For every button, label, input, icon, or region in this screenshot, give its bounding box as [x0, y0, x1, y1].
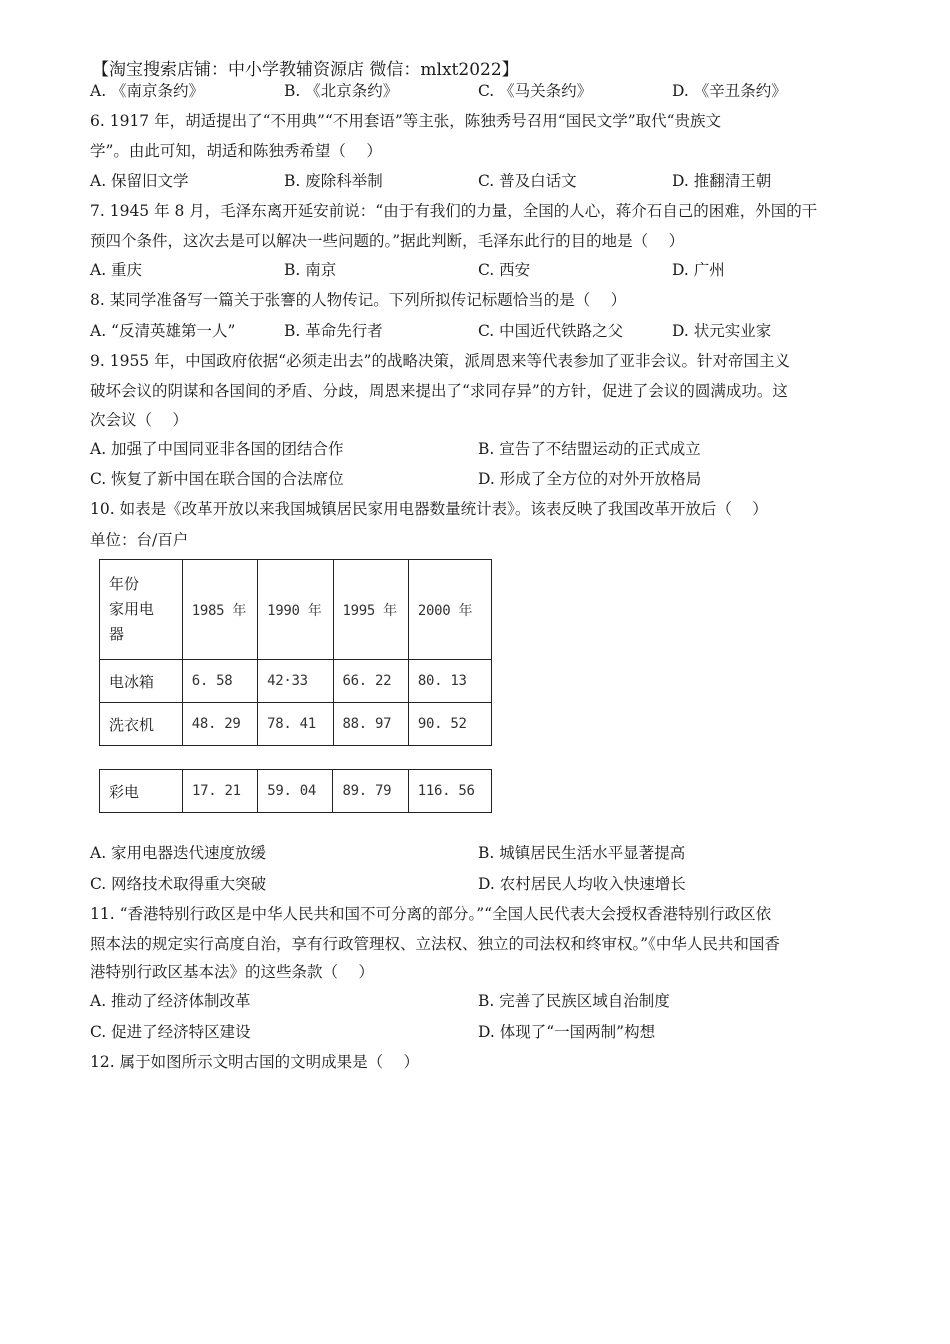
q5-option-d[interactable]: D. 《辛丑条约》: [672, 82, 787, 100]
q11-stem-line-1: 11. “香港特别行政区是中华人民共和国不可分离的部分。”“全国人民代表大会授权香港特别行政区依: [90, 905, 772, 923]
corner-label-year: 年份: [109, 575, 140, 593]
appliance-table-extra: [99, 769, 492, 813]
q9-option-a[interactable]: A. 加强了中国同亚非各国的团结合作: [90, 440, 344, 458]
q6-option-c[interactable]: C. 普及白话文: [478, 172, 577, 190]
row-label-tv: 彩电: [100, 770, 183, 813]
q11-option-a[interactable]: A. 推动了经济体制改革: [90, 992, 251, 1010]
table-row: [100, 703, 492, 746]
q8-option-a[interactable]: A. “反清英雄第一人”: [90, 322, 236, 340]
table-cell: 6. 58: [182, 660, 257, 703]
q11-option-d[interactable]: D. 体现了“一国两制”构想: [478, 1023, 656, 1041]
q11-option-c[interactable]: C. 促进了经济特区建设: [90, 1023, 251, 1041]
q5-option-b[interactable]: B. 《北京条约》: [284, 82, 399, 100]
q10-option-d[interactable]: D. 农村居民人均收入快速增长: [478, 875, 686, 893]
year-header-1990: 1990 年: [258, 560, 333, 660]
q6-stem-line-1: 6. 1917 年，胡适提出了“不用典”“不用套语”等主张，陈独秀号召用“国民文学”取代“贵族文: [90, 112, 722, 130]
q5-option-c[interactable]: C. 《马关条约》: [478, 82, 593, 100]
table-cell: 48. 29: [182, 703, 257, 746]
q9-stem-line-1: 9. 1955 年，中国政府依据“必须走出去”的战略决策，派周恩来等代表参加了亚非会议。针对帝国主义: [90, 352, 790, 370]
q7-option-b[interactable]: B. 南京: [284, 261, 337, 279]
q11-option-b[interactable]: B. 完善了民族区域自治制度: [478, 992, 670, 1010]
year-header-1985: 1985 年: [182, 560, 257, 660]
table-cell: 90. 52: [408, 703, 491, 746]
q8-stem-line-1: 8. 某同学准备写一篇关于张謇的人物传记。下列所拟传记标题恰当的是（ ）: [90, 291, 627, 309]
q9-stem-line-2: 破坏会议的阴谋和各国间的矛盾、分歧，周恩来提出了“求同存异”的方针，促进了会议的圆满成功。这: [90, 382, 788, 400]
table-corner-cell: [100, 560, 183, 660]
table-cell: 42·33: [258, 660, 333, 703]
q10-stem-line-1: 10. 如表是《改革开放以来我国城镇居民家用电器数量统计表》。该表反映了我国改革开放后（ ）: [90, 500, 768, 518]
q6-option-d[interactable]: D. 推翻清王朝: [672, 172, 772, 190]
q8-option-c[interactable]: C. 中国近代铁路之父: [478, 322, 624, 340]
table-cell: 59. 04: [258, 770, 333, 813]
table-cell: 116. 56: [408, 770, 491, 813]
row-label-fridge: 电冰箱: [100, 660, 183, 703]
q10-option-b[interactable]: B. 城镇居民生活水平显著提高: [478, 844, 686, 862]
q10-option-a[interactable]: A. 家用电器迭代速度放缓: [90, 844, 267, 862]
q10-unit-label: 单位：台/百户: [90, 531, 189, 549]
q7-stem-line-2: 预四个条件，这次去是可以解决一些问题的。”据此判断，毛泽东此行的目的地是（ ）: [90, 232, 685, 250]
q6-option-a[interactable]: A. 保留旧文学: [90, 172, 189, 190]
table-cell: 80. 13: [408, 660, 491, 703]
q10-option-c[interactable]: C. 网络技术取得重大突破: [90, 875, 267, 893]
q11-stem-line-2: 照本法的规定实行高度自治，享有行政管理权、立法权、独立的司法权和终审权。”《中华人民共和国香: [90, 935, 780, 953]
q12-stem-line-1: 12. 属于如图所示文明古国的文明成果是（ ）: [90, 1053, 420, 1071]
q9-stem-line-3: 次会议（ ）: [90, 411, 188, 429]
q7-option-a[interactable]: A. 重庆: [90, 261, 143, 279]
table-cell: 89. 79: [333, 770, 408, 813]
appliance-table: [99, 559, 492, 746]
table-row: [100, 660, 492, 703]
shop-banner: 【淘宝搜索店铺：中小学教辅资源店 微信：mlxt2022】: [92, 60, 519, 80]
q7-option-d[interactable]: D. 广州: [672, 261, 725, 279]
q5-option-a[interactable]: A. 《南京条约》: [90, 82, 205, 100]
q9-option-c[interactable]: C. 恢复了新中国在联合国的合法席位: [90, 470, 344, 488]
q7-stem-line-1: 7. 1945 年 8 月，毛泽东离开延安前说：“由于有我们的力量，全国的人心，蒋介石自己的困难，外国的干: [90, 202, 818, 220]
corner-label-appliance-2: 器: [109, 625, 125, 643]
q9-option-b[interactable]: B. 宣告了不结盟运动的正式成立: [478, 440, 701, 458]
table-cell: 88. 97: [333, 703, 408, 746]
table-cell: 66. 22: [333, 660, 408, 703]
q7-option-c[interactable]: C. 西安: [478, 261, 531, 279]
row-label-washer: 洗衣机: [100, 703, 183, 746]
q9-option-d[interactable]: D. 形成了全方位的对外开放格局: [478, 470, 702, 488]
corner-label-appliance-1: 家用电: [109, 600, 155, 618]
table-cell: 78. 41: [258, 703, 333, 746]
table-row: [100, 770, 492, 813]
table-cell: 17. 21: [182, 770, 257, 813]
q8-option-b[interactable]: B. 革命先行者: [284, 322, 383, 340]
q6-option-b[interactable]: B. 废除科举制: [284, 172, 383, 190]
q6-stem-line-2: 学”。由此可知，胡适和陈独秀希望（ ）: [90, 142, 382, 160]
q11-stem-line-3: 港特别行政区基本法》的这些条款（ ）: [90, 963, 374, 981]
year-header-1995: 1995 年: [333, 560, 408, 660]
q8-option-d[interactable]: D. 状元实业家: [672, 322, 772, 340]
year-header-2000: 2000 年: [408, 560, 491, 660]
